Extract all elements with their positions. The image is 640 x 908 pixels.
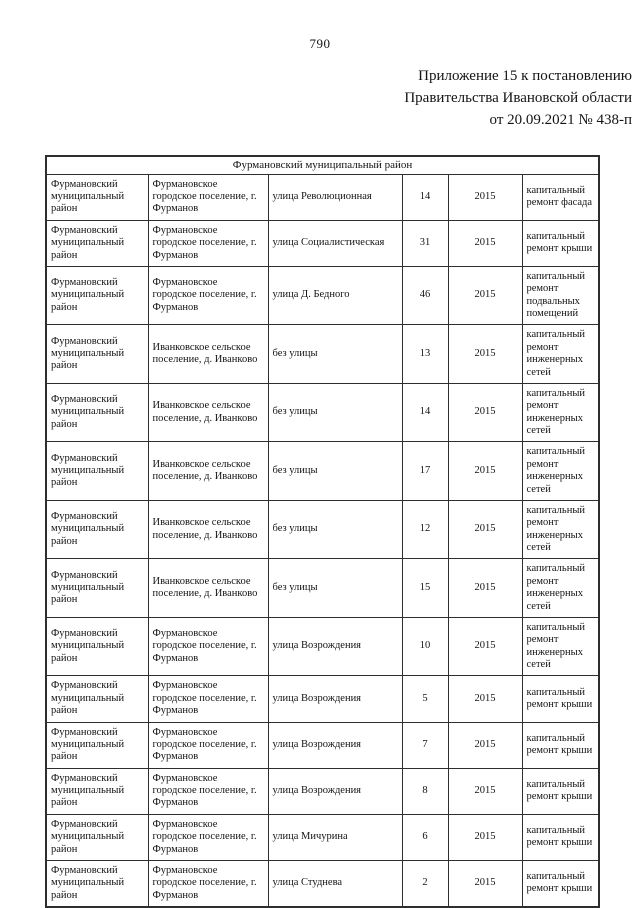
cell-year: 2015: [448, 768, 522, 814]
cell-street: улица Революционная: [268, 174, 402, 220]
cell-work-type: капитальный ремонт подвальных помещений: [522, 266, 599, 325]
cell-settlement: Фурмановское городское поселение, г. Фурманов: [148, 174, 268, 220]
cell-house-number: 15: [402, 559, 448, 618]
cell-street: улица Мичурина: [268, 814, 402, 860]
table-row: [46, 722, 599, 768]
cell-settlement: Иванковское сельское поселение, д. Иванково: [148, 500, 268, 559]
cell-district: Фурмановский муниципальный район: [46, 220, 148, 266]
table-body: [46, 174, 599, 907]
cell-house-number: 31: [402, 220, 448, 266]
cell-year: 2015: [448, 676, 522, 722]
cell-settlement: Фурмановское городское поселение, г. Фурманов: [148, 617, 268, 676]
cell-work-type: капитальный ремонт инженерных сетей: [522, 617, 599, 676]
table-row: [46, 325, 599, 384]
table-row: [46, 442, 599, 501]
cell-district: Фурмановский муниципальный район: [46, 266, 148, 325]
table-row: [46, 814, 599, 860]
cell-year: 2015: [448, 442, 522, 501]
cell-district: Фурмановский муниципальный район: [46, 768, 148, 814]
cell-settlement: Иванковское сельское поселение, д. Иванково: [148, 559, 268, 618]
cell-district: Фурмановский муниципальный район: [46, 676, 148, 722]
cell-settlement: Фурмановское городское поселение, г. Фурманов: [148, 676, 268, 722]
cell-settlement: Фурмановское городское поселение, г. Фурманов: [148, 768, 268, 814]
cell-year: 2015: [448, 266, 522, 325]
page-number: 790: [309, 36, 331, 51]
cell-house-number: 13: [402, 325, 448, 384]
table-row: [46, 500, 599, 559]
cell-year: 2015: [448, 722, 522, 768]
cell-work-type: капитальный ремонт фасада: [522, 174, 599, 220]
cell-work-type: капитальный ремонт крыши: [522, 220, 599, 266]
annex-line-1: Приложение 15 к постановлению: [418, 68, 632, 84]
cell-house-number: 17: [402, 442, 448, 501]
cell-district: Фурмановский муниципальный район: [46, 500, 148, 559]
cell-street: без улицы: [268, 500, 402, 559]
cell-settlement: Иванковское сельское поселение, д. Иванково: [148, 383, 268, 442]
cell-work-type: капитальный ремонт инженерных сетей: [522, 383, 599, 442]
cell-house-number: 10: [402, 617, 448, 676]
table-row: [46, 768, 599, 814]
cell-house-number: 2: [402, 860, 448, 907]
cell-work-type: капитальный ремонт инженерных сетей: [522, 500, 599, 559]
cell-district: Фурмановский муниципальный район: [46, 383, 148, 442]
cell-street: улица Возрождения: [268, 722, 402, 768]
cell-house-number: 8: [402, 768, 448, 814]
cell-year: 2015: [448, 617, 522, 676]
cell-work-type: капитальный ремонт инженерных сетей: [522, 442, 599, 501]
table-row: [46, 860, 599, 907]
cell-street: улица Возрождения: [268, 768, 402, 814]
cell-district: Фурмановский муниципальный район: [46, 617, 148, 676]
cell-street: улица Возрождения: [268, 676, 402, 722]
table-group-header: Фурмановский муниципальный район: [46, 156, 599, 174]
annex-reference: [0, 65, 632, 131]
cell-street: улица Д. Бедного: [268, 266, 402, 325]
cell-work-type: капитальный ремонт инженерных сетей: [522, 559, 599, 618]
cell-house-number: 46: [402, 266, 448, 325]
cell-street: без улицы: [268, 325, 402, 384]
cell-house-number: 5: [402, 676, 448, 722]
cell-street: без улицы: [268, 442, 402, 501]
cell-work-type: капитальный ремонт крыши: [522, 814, 599, 860]
cell-street: улица Социалистическая: [268, 220, 402, 266]
cell-year: 2015: [448, 860, 522, 907]
cell-district: Фурмановский муниципальный район: [46, 814, 148, 860]
cell-street: без улицы: [268, 559, 402, 618]
cell-settlement: Фурмановское городское поселение, г. Фурманов: [148, 814, 268, 860]
cell-settlement: Фурмановское городское поселение, г. Фурманов: [148, 722, 268, 768]
table-row: [46, 383, 599, 442]
table-row: [46, 559, 599, 618]
table-row: [46, 174, 599, 220]
cell-street: улица Возрождения: [268, 617, 402, 676]
cell-house-number: 12: [402, 500, 448, 559]
cell-district: Фурмановский муниципальный район: [46, 325, 148, 384]
cell-district: Фурмановский муниципальный район: [46, 722, 148, 768]
cell-year: 2015: [448, 559, 522, 618]
cell-district: Фурмановский муниципальный район: [46, 174, 148, 220]
cell-work-type: капитальный ремонт инженерных сетей: [522, 325, 599, 384]
cell-year: 2015: [448, 220, 522, 266]
table-row: [46, 220, 599, 266]
cell-year: 2015: [448, 174, 522, 220]
annex-line-3: от 20.09.2021 № 438-п: [489, 112, 632, 128]
cell-work-type: капитальный ремонт крыши: [522, 676, 599, 722]
cell-settlement: Фурмановское городское поселение, г. Фурманов: [148, 266, 268, 325]
cell-year: 2015: [448, 325, 522, 384]
cell-settlement: Иванковское сельское поселение, д. Иванково: [148, 325, 268, 384]
cell-work-type: капитальный ремонт крыши: [522, 722, 599, 768]
table-group-header-row: [46, 156, 599, 174]
cell-street: без улицы: [268, 383, 402, 442]
cell-year: 2015: [448, 814, 522, 860]
cell-house-number: 6: [402, 814, 448, 860]
cell-settlement: Фурмановское городское поселение, г. Фурманов: [148, 860, 268, 907]
cell-year: 2015: [448, 500, 522, 559]
cell-district: Фурмановский муниципальный район: [46, 442, 148, 501]
cell-house-number: 14: [402, 174, 448, 220]
cell-district: Фурмановский муниципальный район: [46, 860, 148, 907]
cell-work-type: капитальный ремонт крыши: [522, 768, 599, 814]
cell-settlement: Фурмановское городское поселение, г. Фурманов: [148, 220, 268, 266]
cell-house-number: 7: [402, 722, 448, 768]
cell-work-type: капитальный ремонт крыши: [522, 860, 599, 907]
table-row: [46, 676, 599, 722]
annex-line-2: Правительства Ивановской области: [404, 90, 632, 106]
cell-year: 2015: [448, 383, 522, 442]
cell-house-number: 14: [402, 383, 448, 442]
cell-settlement: Иванковское сельское поселение, д. Иванково: [148, 442, 268, 501]
cell-district: Фурмановский муниципальный район: [46, 559, 148, 618]
table-row: [46, 617, 599, 676]
housing-repair-table: [45, 155, 600, 908]
table-row: [46, 266, 599, 325]
cell-street: улица Студнева: [268, 860, 402, 907]
